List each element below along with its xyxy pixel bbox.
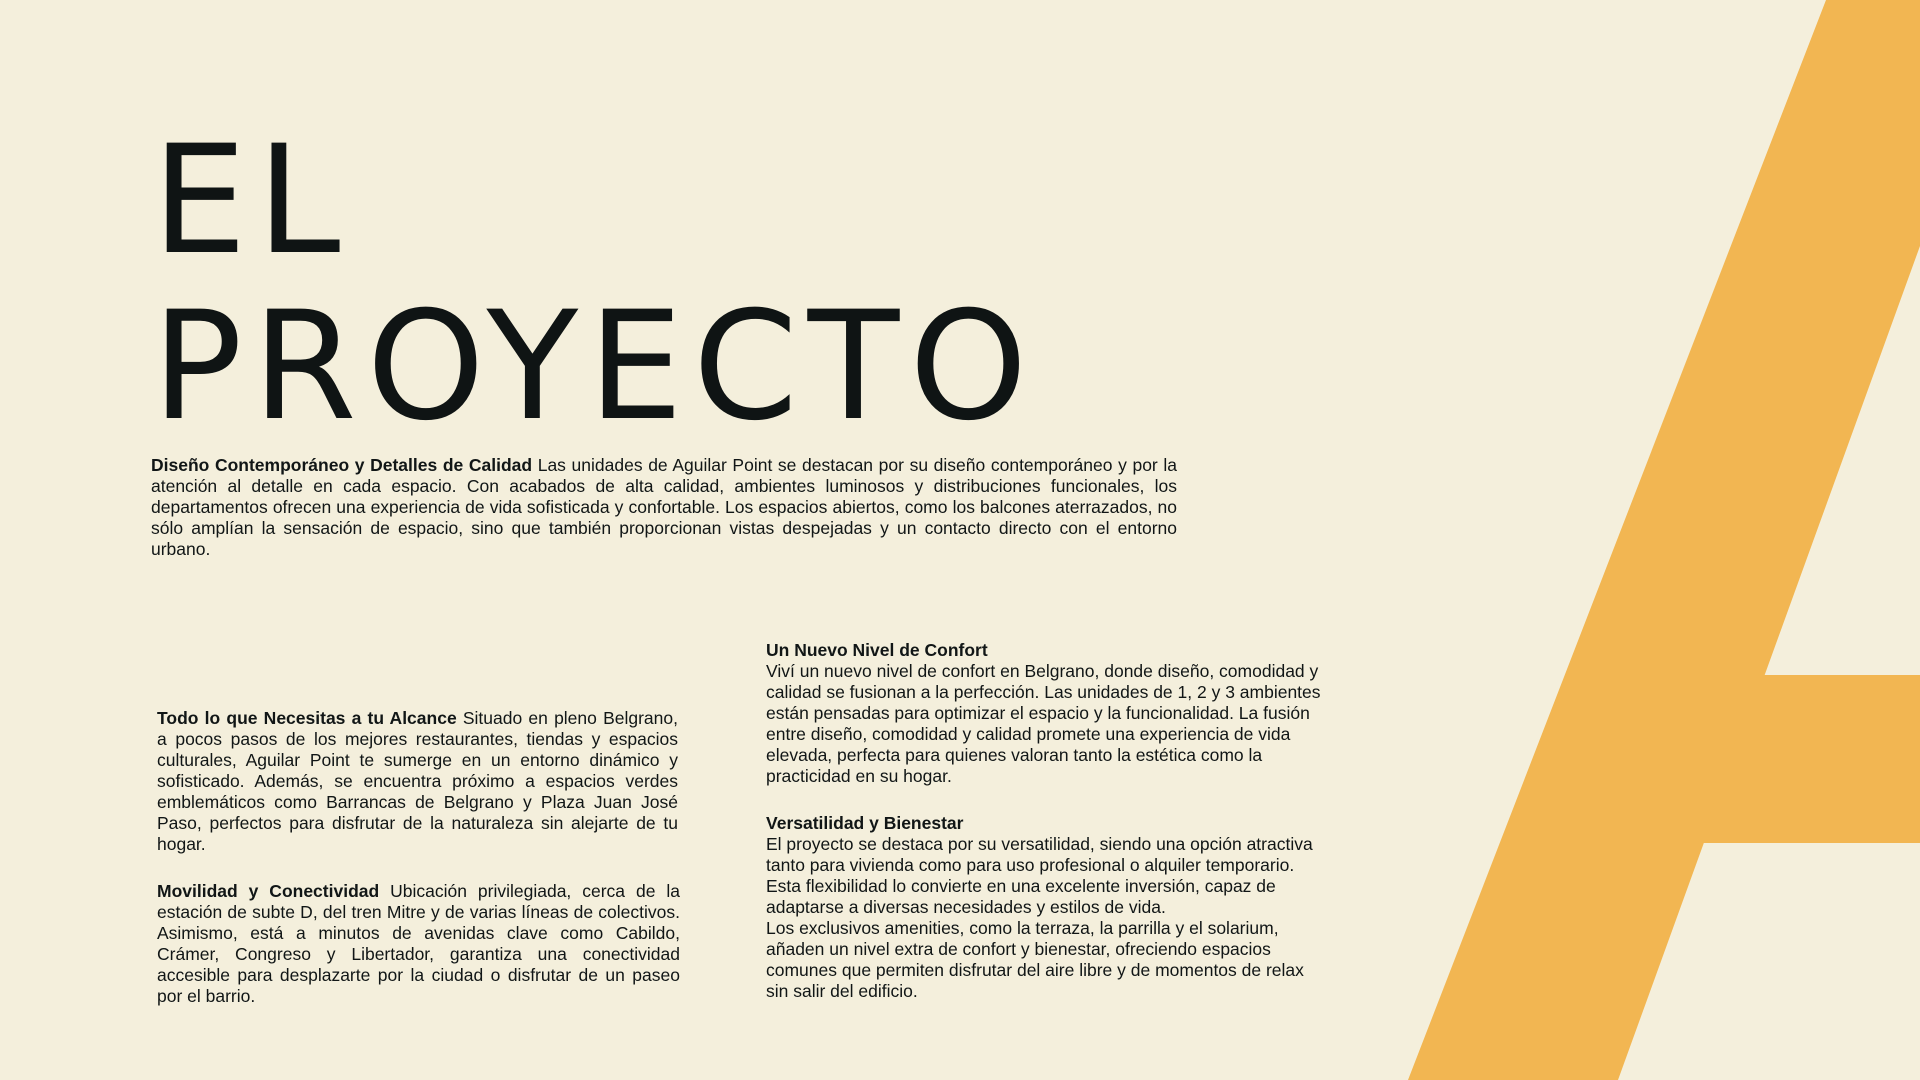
movilidad-heading: Movilidad y Conectividad (157, 881, 380, 901)
alcance-heading: Todo lo que Necesitas a tu Alcance (157, 708, 457, 728)
versatilidad-heading: Versatilidad y Bienestar (766, 813, 964, 833)
page-title (152, 114, 1038, 454)
intro-paragraph (151, 455, 1177, 560)
versatilidad-section (766, 813, 1326, 1002)
movilidad-paragraph (157, 881, 680, 1007)
title-line-2: PROYECTO (152, 280, 1038, 454)
title-line-1: EL (152, 114, 351, 288)
intro-body: Las unidades de Aguilar Point se destacan por su diseño contemporáneo y por la atención al detalle en cada espacio. Con acabados de alta calidad, ambientes luminosos y distribuciones funcionales, los departamentos ofrecen una experiencia de vida sofisticada y confortable. Los espacios abiertos, como los balcones aterrazados, no sólo amplían la sensación de espacio, sino que también proporcionan vistas despejadas y un contacto directo con el entorno urbano. (151, 455, 1177, 559)
confort-section (766, 640, 1326, 787)
confort-heading: Un Nuevo Nivel de Confort (766, 640, 988, 660)
intro-heading: Diseño Contemporáneo y Detalles de Calidad (151, 455, 533, 475)
versatilidad-body-1: El proyecto se destaca por su versatilidad, siendo una opción atractiva tanto para vivienda como para uso profesional o alquiler temporario. Esta flexibilidad lo convierte en una excelente inversión, capaz de adaptarse a diversas necesidades y estilos de vida. (766, 834, 1313, 917)
alcance-paragraph (157, 708, 678, 855)
versatilidad-body-2: Los exclusivos amenities, como la terraza, la parrilla y el solarium, añaden un nivel extra de confort y bienestar, ofreciendo espacios comunes que permiten disfrutar del aire libre y de momentos de relax sin salir del edificio. (766, 918, 1304, 1001)
confort-body: Viví un nuevo nivel de confort en Belgrano, donde diseño, comodidad y calidad se fusionan a la perfección. Las unidades de 1, 2 y 3 ambientes están pensadas para optimizar el espacio y la funcionalidad. La fusión entre diseño, comodidad y calidad promete una experiencia de vida elevada, perfecta para quienes valoran tanto la estética como la practicidad en su hogar. (766, 661, 1321, 786)
movilidad-body: Ubicación privilegiada, cerca de la estación de subte D, del tren Mitre y de varias líneas de colectivos. Asimismo, está a minutos de avenidas clave como Cabildo, Crámer, Congreso y Libertador, garantiza una conectividad accesible para desplazarte por la ciudad o disfrutar de un paseo por el barrio. (157, 881, 680, 1006)
alcance-body: Situado en pleno Belgrano, a pocos pasos de los mejores restaurantes, tiendas y espacios culturales, Aguilar Point te sumerge en un entorno dinámico y sofisticado. Además, se encuentra próximo a espacios verdes emblemáticos como Barrancas de Belgrano y Plaza Juan José Paso, perfectos para disfrutar de la naturaleza sin alejarte de tu hogar. (157, 708, 678, 854)
